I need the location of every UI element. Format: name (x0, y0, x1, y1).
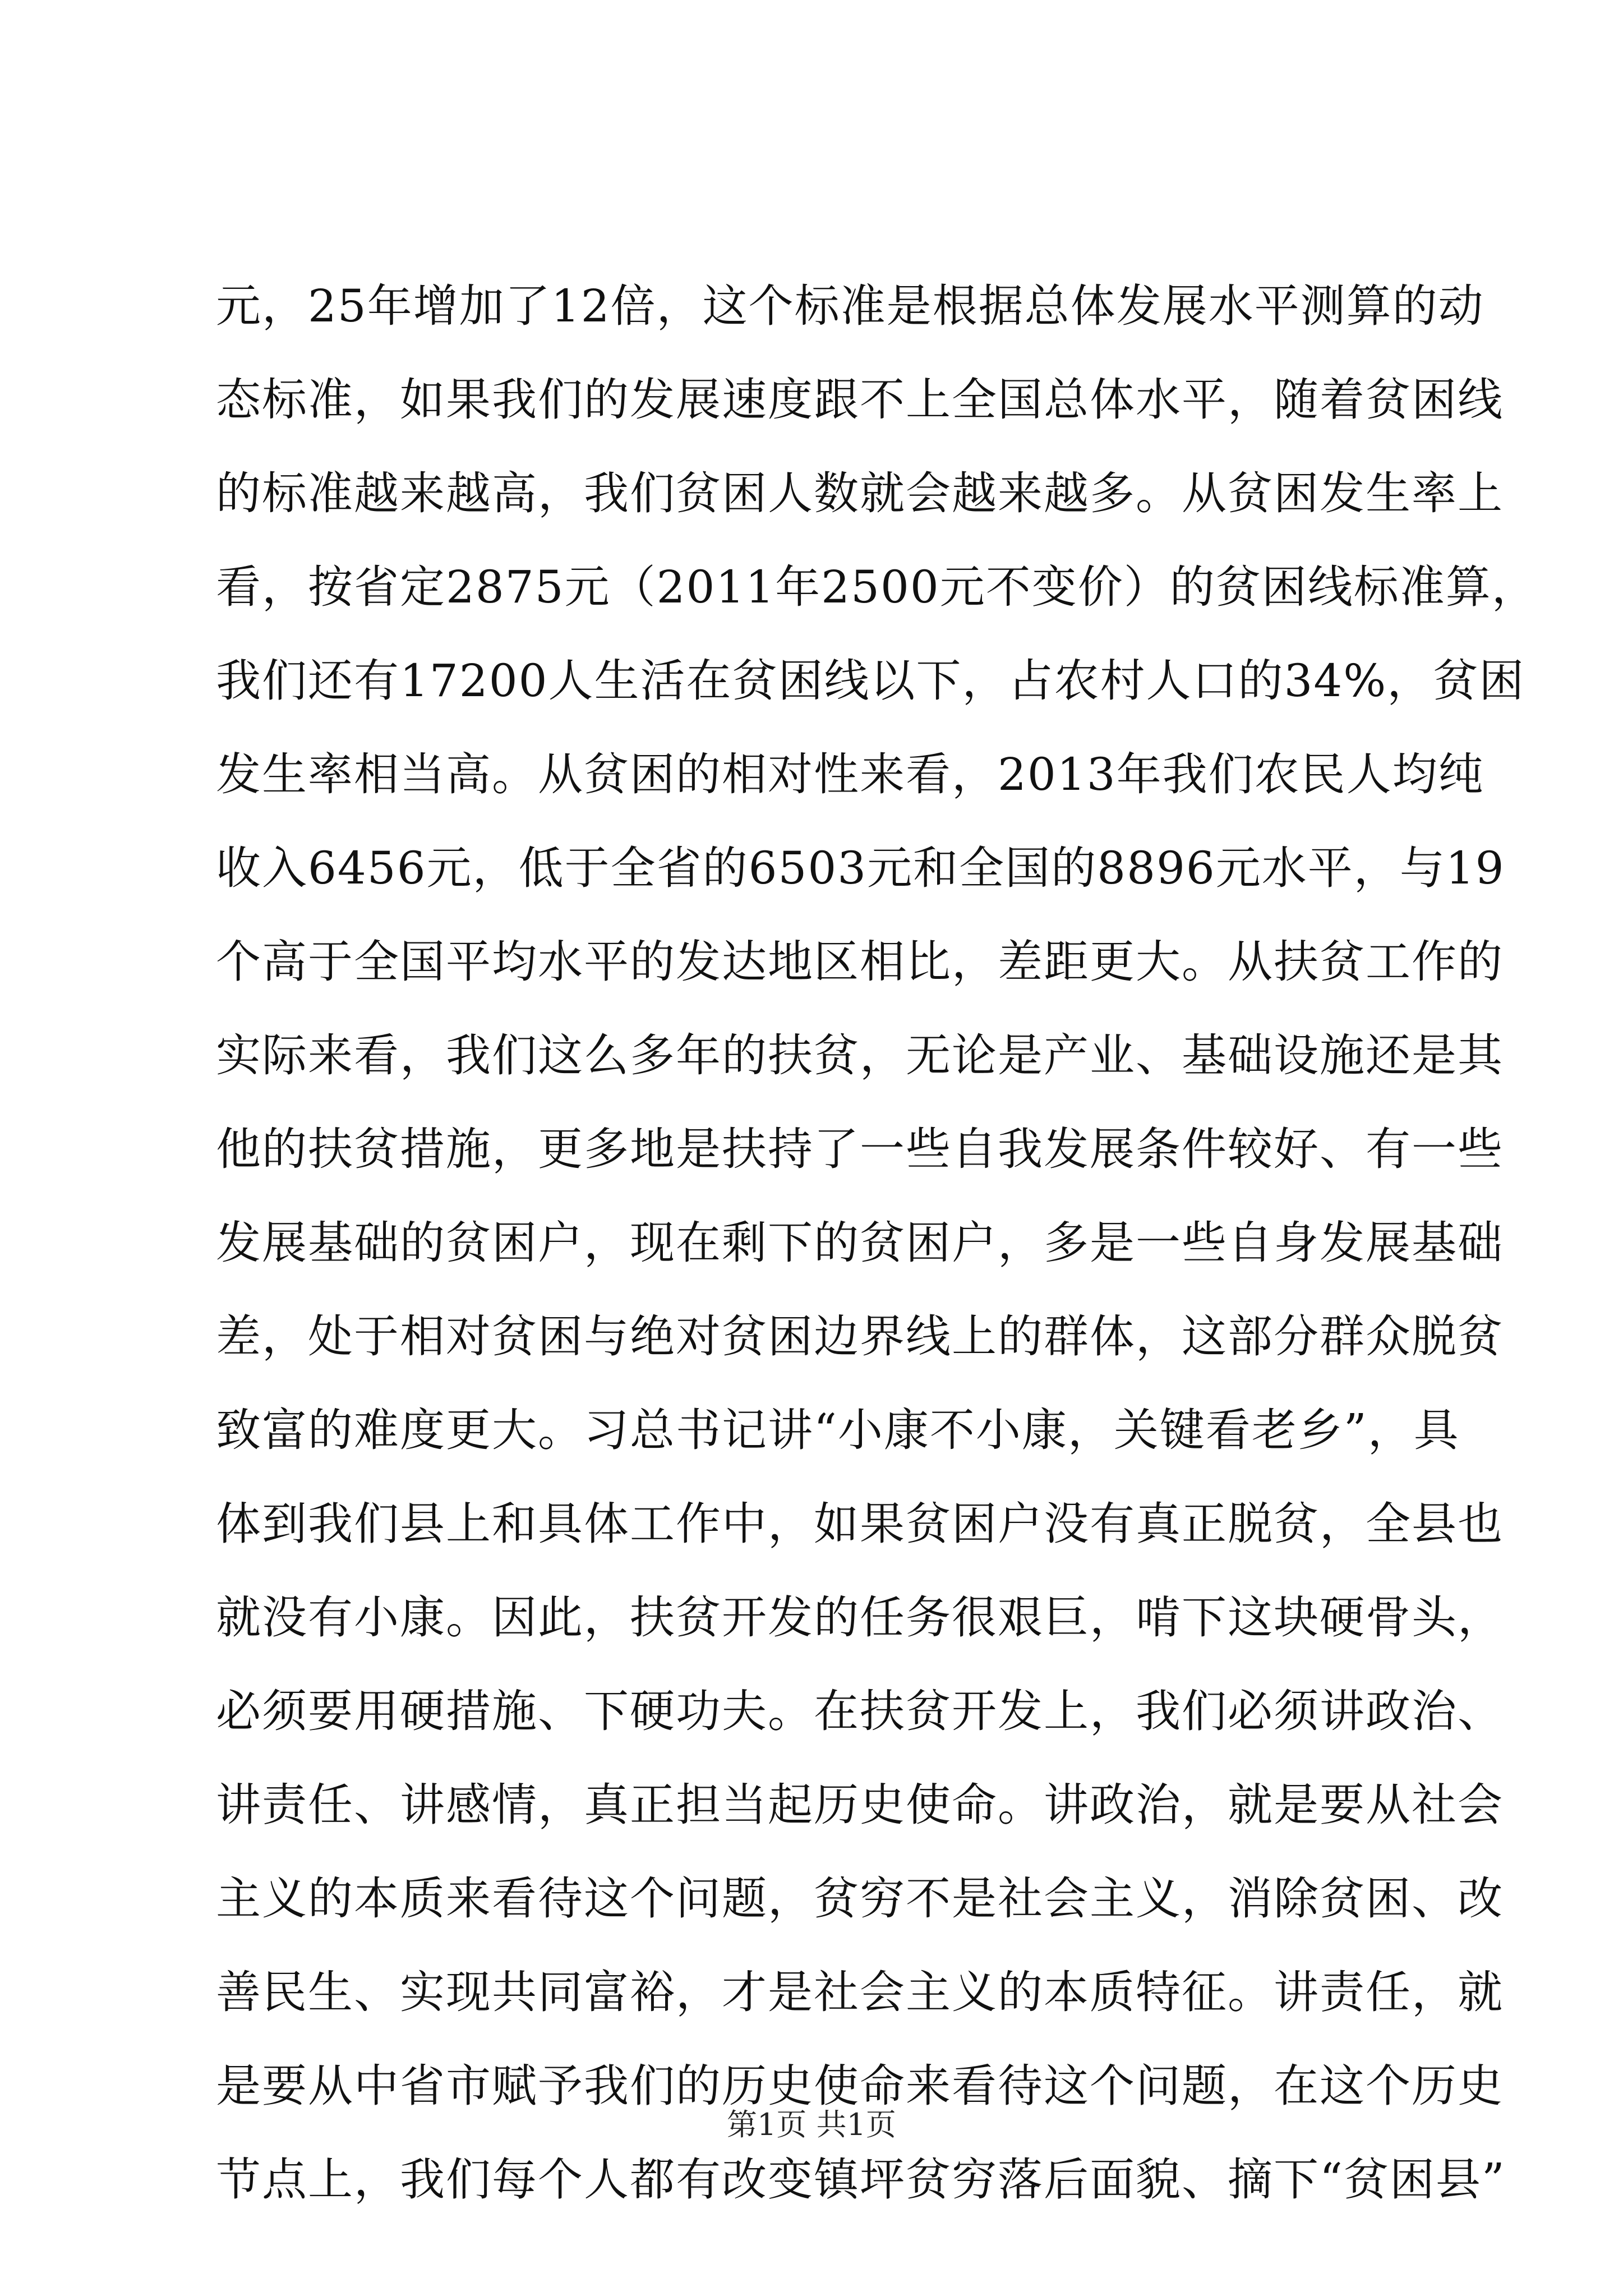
page-number: 第1页 共1页 (727, 2107, 896, 2142)
text-line: 是要从中省市赋予我们的历史使命来看待这个问题，在这个历史 (216, 2060, 1504, 2112)
text-line: 就没有小康。因此，扶贫开发的任务很艰巨，啃下这块硬骨头， (216, 1591, 1504, 1644)
text-line: 差，处于相对贫困与绝对贫困边界线上的群体，这部分群众脱贫 (216, 1310, 1504, 1363)
text-line: 看，按省定2875元（2011年2500元不变价）的贫困线标准算， (216, 561, 1538, 613)
text-line: 态标准，如果我们的发展速度跟不上全国总体水平，随着贫困线 (216, 374, 1504, 426)
text-line: 发展基础的贫困户，现在剩下的贫困户，多是一些自身发展基础 (216, 1217, 1504, 1269)
text-line: 必须要用硬措施、下硬功夫。在扶贫开发上，我们必须讲政治、 (216, 1685, 1504, 1737)
text-line: 收入6456元，低于全省的6503元和全国的8896元水平，与19 (216, 842, 1505, 894)
text-line: 实际来看，我们这么多年的扶贫，无论是产业、基础设施还是其 (216, 1029, 1504, 1082)
text-line: 我们还有17200人生活在贫困线以下，占农村人口的34%，贫困 (216, 655, 1525, 707)
body-text (216, 259, 1538, 2226)
text-line: 节点上，我们每个人都有改变镇坪贫穷落后面貌、摘下“贫困县” (216, 2154, 1506, 2206)
text-line: 讲责任、讲感情，真正担当起历史使命。讲政治，就是要从社会 (216, 1779, 1504, 1831)
text-line: 致富的难度更大。习总书记讲“小康不小康，关键看老乡”，具 (216, 1404, 1460, 1456)
text-line: 元，25年增加了12倍，这个标准是根据总体发展水平测算的动 (216, 280, 1484, 332)
text-line: 个高于全国平均水平的发达地区相比，差距更大。从扶贫工作的 (216, 936, 1504, 988)
text-line: 的标准越来越高，我们贫困人数就会越来越多。从贫困发生率上 (216, 467, 1504, 519)
text-line: 善民生、实现共同富裕，才是社会主义的本质特征。讲责任，就 (216, 1966, 1504, 2018)
text-line: 体到我们县上和具体工作中，如果贫困户没有真正脱贫，全县也 (216, 1498, 1504, 1550)
text-line: 主义的本质来看待这个问题，贫穷不是社会主义，消除贫困、改 (216, 1872, 1504, 1925)
text-line: 发生率相当高。从贫困的相对性来看，2013年我们农民人均纯 (216, 748, 1484, 800)
text-line: 他的扶贫措施，更多地是扶持了一些自我发展条件较好、有一些 (216, 1123, 1504, 1175)
page-footer (0, 2101, 1623, 2144)
